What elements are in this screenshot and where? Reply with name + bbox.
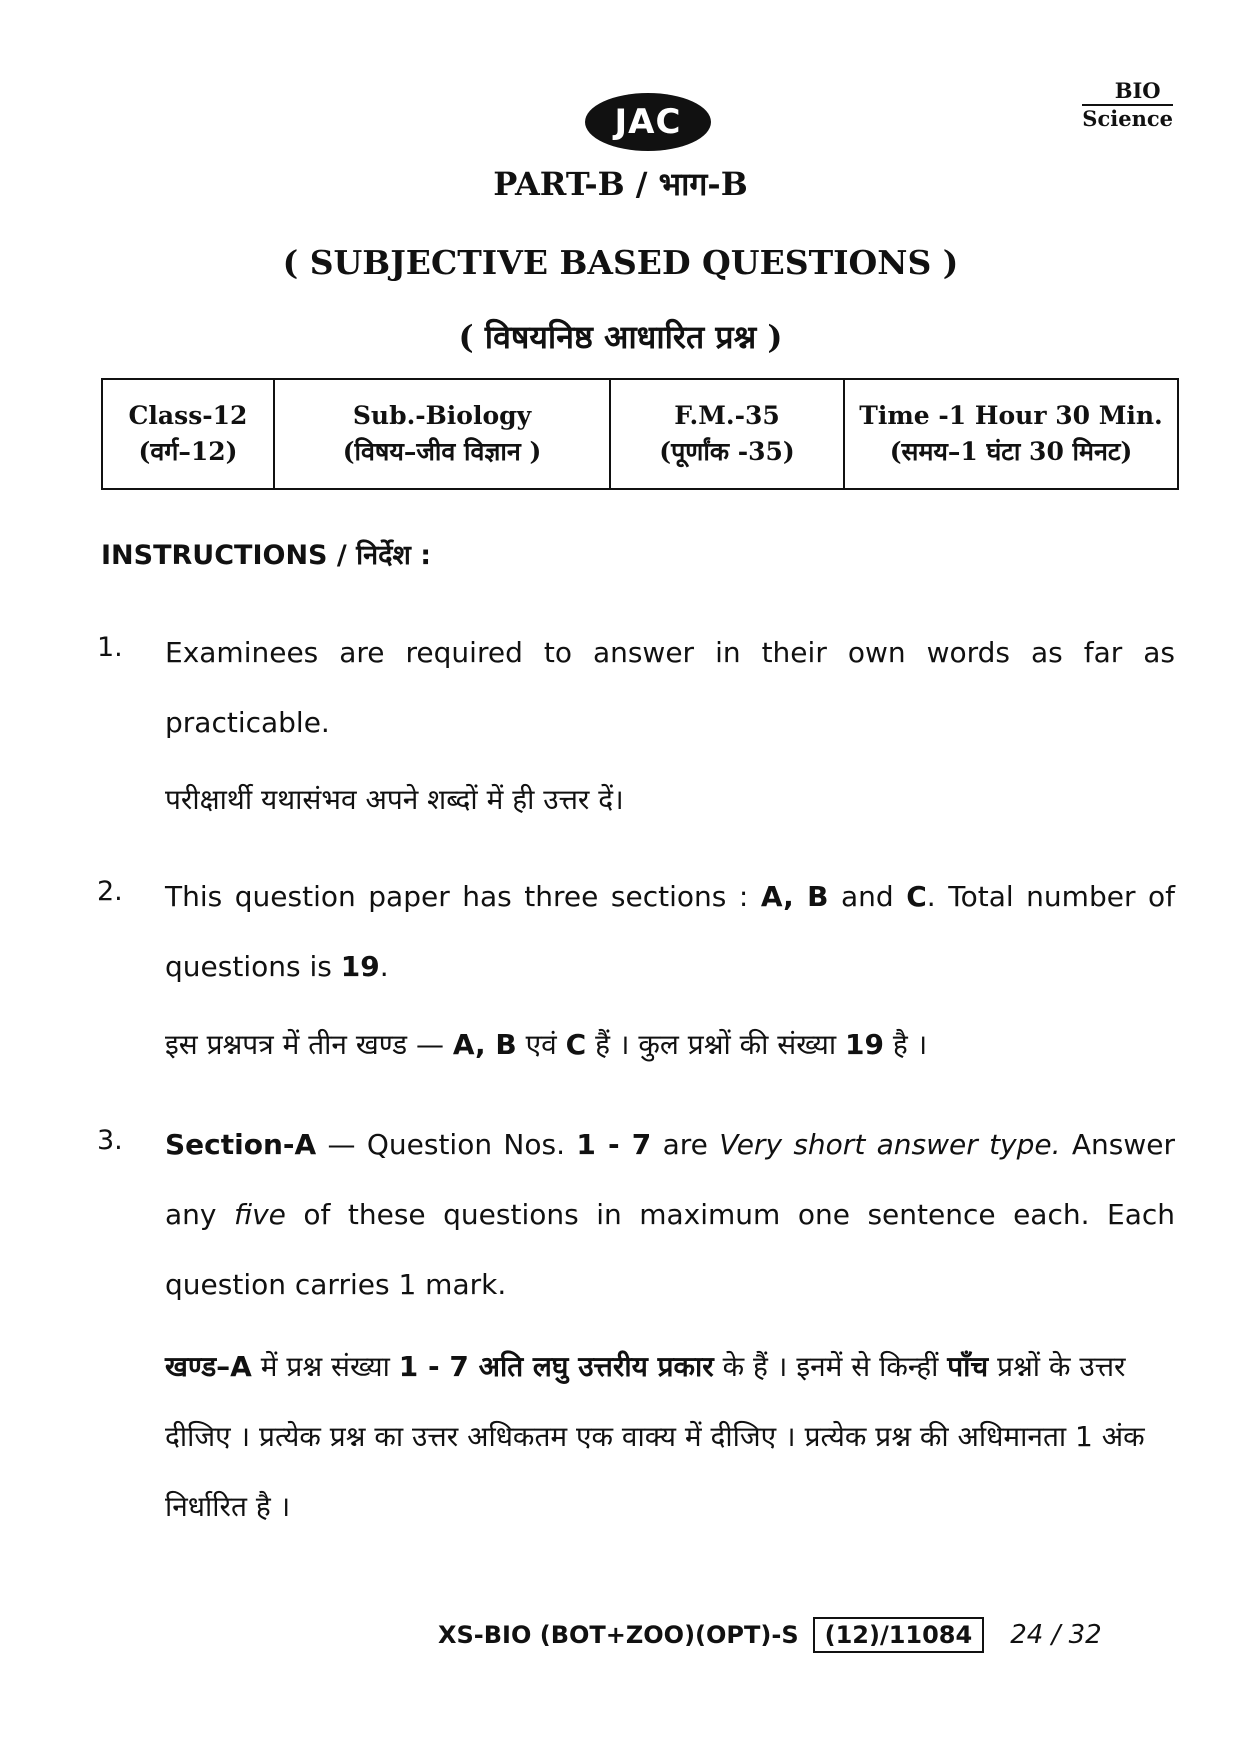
instruction-2-hindi: इस प्रश्नपत्र में तीन खण्ड — A, B एवं C हैं । कुल प्रश्नों की संख्या 19 है । [165,1028,928,1061]
subject-tag [1082,78,1173,132]
footer [438,1617,1102,1653]
marks-en: F.M.-35 [674,401,780,430]
instruction-2-number: 2. [97,876,123,907]
instruction-1-hindi: परीक्षार्थी यथासंभव अपने शब्दों में ही उत्तर दें। [165,783,624,816]
title-hindi: ( विषयनिष्ठ आधारित प्रश्न ) [458,318,783,356]
time-cell [844,379,1178,489]
time-hi: (समय–1 घंटा 30 मिनट) [889,437,1133,466]
instruction-3-english: Section-A — Question Nos. 1 - 7 are Very short answer type. Answer any five of these questions in maximum one sentence each. Each question carries 1 mark. [165,1128,1176,1301]
page-number: 24 / 32 [1010,1620,1102,1650]
class-hi: (वर्ग–12) [138,437,238,466]
exam-info-table [101,378,1179,490]
instruction-1-english: Examinees are required to answer in their own words as far as practicable. [165,636,1175,739]
marks-cell [610,379,844,489]
time-en: Time -1 Hour 30 Min. [859,401,1163,430]
part-heading: PART-B / भाग-B [493,165,748,203]
paper-code: XS-BIO (BOT+ZOO)(OPT)-S [438,1621,799,1649]
instruction-1-number: 1. [97,632,123,663]
instruction-3-number: 3. [97,1125,123,1156]
subject-en: Sub.-Biology [352,401,532,430]
subject-tag-bottom: Science [1082,106,1173,131]
title-english: ( SUBJECTIVE BASED QUESTIONS ) [282,243,959,282]
subject-hi: (विषय–जीव विज्ञान ) [342,437,542,466]
instructions-heading: INSTRUCTIONS / निर्देश : [101,540,432,571]
subject-cell [274,379,610,489]
instruction-3-hindi: खण्ड–A में प्रश्न संख्या 1 - 7 अति लघु उत्तरीय प्रकार के हैं । इनमें से किन्हीं पाँच प्रश्नों के उत्तर दीजिए । प्रत्येक प्रश्न का उत्तर अधिकतम एक वाक्य में दीजिए । प्रत्येक प्रश्न की अधिमानता 1 अंक निर्धारित है । [165,1350,1145,1523]
class-cell [102,379,274,489]
subject-tag-top: BIO [1082,78,1173,106]
marks-hi: (पूर्णांक -35) [659,437,795,466]
jac-logo: JAC [585,93,711,151]
instruction-2-english: This question paper has three sections : A, B and C. Total number of questions is 19. [165,880,1175,983]
paper-serial-box: (12)/11084 [813,1617,985,1653]
class-en: Class-12 [128,401,248,430]
